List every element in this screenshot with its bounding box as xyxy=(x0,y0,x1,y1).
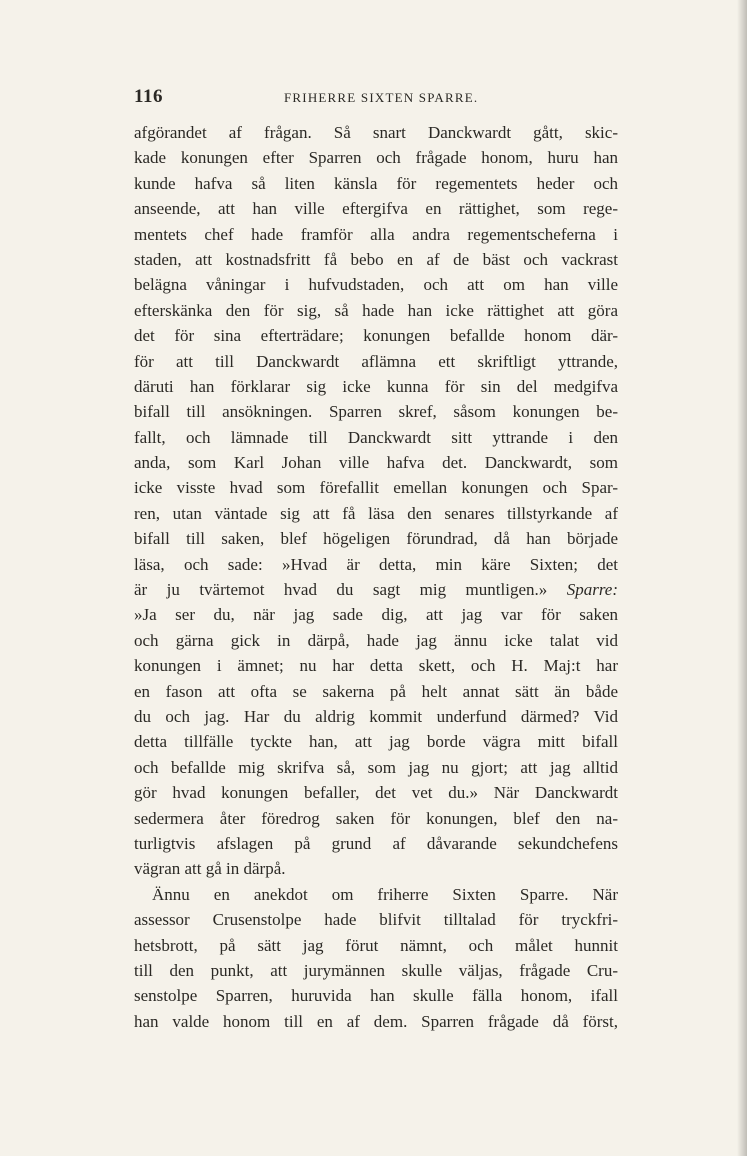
text-line-content: assessor Crusenstolpe hade blifvit tilltalad för tryckfri- xyxy=(134,910,618,930)
text-line-content: det för sina efterträdare; konungen befallde honom där- xyxy=(134,326,618,346)
text-line xyxy=(134,1009,618,1034)
text-line xyxy=(134,856,618,881)
text-line xyxy=(134,552,618,577)
text-line xyxy=(134,120,618,145)
text-line xyxy=(134,958,618,983)
text-line-content: fallt, och lämnade till Danckwardt sitt yttrande i den xyxy=(134,427,618,447)
body-text xyxy=(134,120,618,1034)
text-line-content: bifall till saken, blef högeligen förundrad, då han började xyxy=(134,529,618,549)
text-line-content: är ju tvärtemot hvad du sagt mig muntligen.» xyxy=(134,580,548,600)
text-line xyxy=(134,475,618,500)
text-line xyxy=(134,222,618,247)
text-line xyxy=(134,399,618,424)
text-line-content: du och jag. Har du aldrig kommit underfund därmed? Vid xyxy=(134,706,618,726)
page-edge-shadow xyxy=(737,0,747,1156)
text-line-content: kade konungen efter Sparren och frågade honom, huru han xyxy=(134,148,618,168)
text-line-content: ren, utan väntade sig att få läsa den senares tillstyrkande af xyxy=(134,503,618,523)
text-line-content: konungen i ämnet; nu har detta skett, och H. Maj:t har xyxy=(134,656,618,676)
text-line-content: mentets chef hade framför alla andra regementscheferna i xyxy=(134,224,618,244)
text-line xyxy=(134,679,618,704)
running-head: FRIHERRE SIXTEN SPARRE. xyxy=(284,90,479,105)
text-line-content: detta tillfälle tyckte han, att jag borde vägra mitt bifall xyxy=(134,732,618,752)
text-line-content: sedermera åter föredrog saken för konungen, blef den na- xyxy=(134,808,618,828)
text-line-content: och gärna gick in därpå, hade jag ännu icke talat vid xyxy=(134,630,618,650)
text-line-content: icke visste hvad som förefallit emellan konungen och Spar- xyxy=(134,478,618,498)
text-line-content: belägna våningar i hufvudstaden, och att om han ville xyxy=(134,275,618,295)
text-line xyxy=(134,806,618,831)
text-line-content: bifall till ansökningen. Sparren skref, såsom konungen be- xyxy=(134,402,618,422)
text-line-content: hetsbrott, på sätt jag förut nämnt, och målet hunnit xyxy=(134,935,618,955)
text-line xyxy=(134,349,618,374)
text-line-content: afgörandet af frågan. Så snart Danckwardt gått, skic- xyxy=(134,123,618,142)
text-line-content: turligtvis afslagen på grund af dåvarande sekundchefens xyxy=(134,833,618,853)
text-line xyxy=(134,653,618,678)
speaker-name: Sparre: xyxy=(566,580,618,600)
text-line-content: han valde honom till en af dem. Sparren frågade då först, xyxy=(134,1011,618,1031)
text-line-content: Ännu en anekdot om friherre Sixten Sparre. När xyxy=(152,884,618,904)
text-line xyxy=(134,171,618,196)
text-line xyxy=(134,501,618,526)
text-line xyxy=(134,450,618,475)
text-line xyxy=(134,323,618,348)
text-line xyxy=(134,933,618,958)
page-number: 116 xyxy=(134,86,163,107)
text-line xyxy=(134,272,618,297)
text-line xyxy=(134,755,618,780)
text-line-content: och befallde mig skrifva så, som jag nu gjort; att jag alltid xyxy=(134,757,618,777)
text-line-content: läsa, och sade: »Hvad är detta, min käre Sixten; det xyxy=(134,554,618,574)
text-line-content: efterskänka den för sig, så hade han icke rättighet att göra xyxy=(134,300,618,320)
text-line xyxy=(134,780,618,805)
text-line-content: senstolpe Sparren, huruvida han skulle fälla honom, ifall xyxy=(134,986,618,1006)
text-line-content: »Ja ser du, när jag sade dig, att jag var för saken xyxy=(134,605,618,625)
text-line xyxy=(134,145,618,170)
text-line xyxy=(134,577,618,602)
text-line xyxy=(134,247,618,272)
text-line xyxy=(134,602,618,627)
text-line xyxy=(134,374,618,399)
text-line xyxy=(134,983,618,1008)
text-line xyxy=(134,298,618,323)
text-line-content: staden, att kostnadsfritt få bebo en af de bäst och vackrast xyxy=(134,249,618,269)
text-line xyxy=(134,628,618,653)
text-line xyxy=(134,196,618,221)
text-line-content: vägran att gå in därpå. xyxy=(134,859,286,879)
text-line-content: anda, som Karl Johan ville hafva det. Danckwardt, som xyxy=(134,453,618,473)
text-line xyxy=(134,729,618,754)
text-line xyxy=(134,831,618,856)
page-header xyxy=(134,86,616,108)
text-line-content: till den punkt, att jurymännen skulle väljas, frågade Cru- xyxy=(134,960,618,980)
text-line-content: gör hvad konungen befaller, det vet du.» När Danckwardt xyxy=(134,783,618,803)
text-line-content: för att till Danckwardt aflämna ett skriftligt yttrande, xyxy=(134,351,618,371)
text-line-content: en fason att ofta se sakerna på helt annat sätt än både xyxy=(134,681,618,701)
text-line xyxy=(134,526,618,551)
text-line-content: anseende, att han ville eftergifva en rättighet, som rege- xyxy=(134,199,618,219)
text-line-content: kunde hafva så liten känsla för regementets heder och xyxy=(134,173,618,193)
text-line xyxy=(134,882,618,907)
text-line-content: däruti han förklarar sig icke kunna för sin del medgifva xyxy=(134,376,618,396)
text-line xyxy=(134,704,618,729)
text-line xyxy=(134,425,618,450)
text-line xyxy=(134,907,618,932)
